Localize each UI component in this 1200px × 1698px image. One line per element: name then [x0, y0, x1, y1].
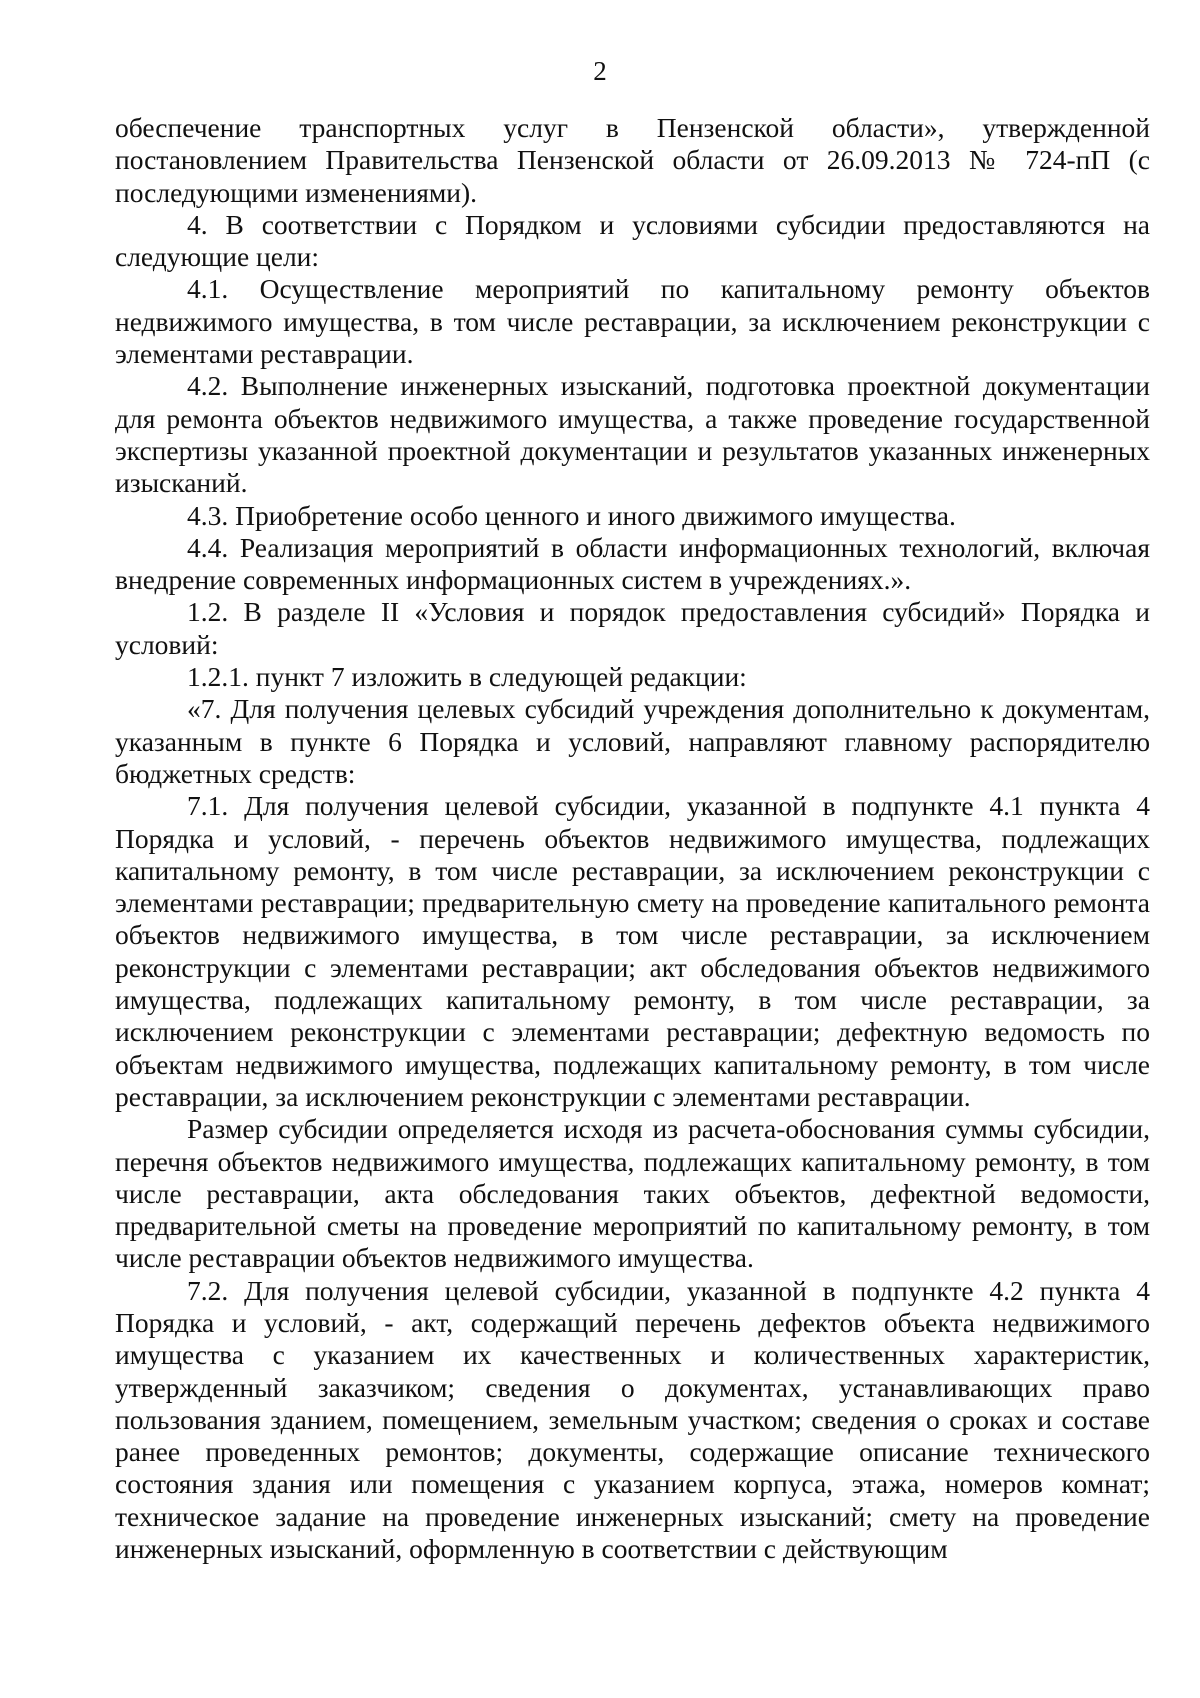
paragraph: 1.2.1. пункт 7 изложить в следующей редакции:: [187, 661, 747, 693]
paragraph: 4. В соответствии с Порядком и условиями субсидии предоставляются на следующие цели:: [115, 208, 1150, 273]
paragraph: Размер субсидии определяется исходя из расчета-обоснования суммы субсидии, перечня объектов недвижимого имущества, подлежащих капитальному ремонту, в том числе реставрации, акта обследования таких объектов, дефектной ведомости, предварительной сметы на проведение мероприятий по капитальному ремонту, в том числе реставрации объектов недвижимого имущества.: [115, 1113, 1150, 1274]
document-body: [115, 112, 1150, 1565]
paragraph: 7.2. Для получения целевой субсидии, указанной в подпункте 4.2 пункта 4 Порядка и условий, - акт, содержащий перечень дефектов объекта недвижимого имущества с указанием их качественных и количественных характеристик, утвержденный заказчиком; сведения о документах, устанавливающих право пользования зданием, помещением, земельным участком; сведения о сроках и составе ранее проведенных ремонтов; документы, содержащие описание технического состояния здания или помещения с указанием корпуса, этажа, номеров комнат; техническое задание на проведение инженерных изысканий; смету на проведение инженерных изысканий, оформленную в соответствии с действующим: [115, 1274, 1150, 1565]
paragraph: 4.3. Приобретение особо ценного и иного движимого имущества.: [187, 499, 956, 531]
paragraph: 4.2. Выполнение инженерных изысканий, подготовка проектной документации для ремонта объектов недвижимого имущества, а также проведение государственной экспертизы указанной проектной документации и результатов указанных инженерных изысканий.: [115, 370, 1150, 499]
paragraph: обеспечение транспортных услуг в Пензенской области», утвержденной постановлением Правительства Пензенской области от 26.09.2013 № 724-пП (с последующими изменениями).: [115, 112, 1150, 208]
paragraph: 7.1. Для получения целевой субсидии, указанной в подпункте 4.1 пункта 4 Порядка и условий, - перечень объектов недвижимого имущества, подлежащих капитальному ремонту, в том числе реставрации, за исключением реконструкции с элементами реставрации; предварительную смету на проведение капитального ремонта объектов недвижимого имущества, в том числе реставрации, за исключением реконструкции с элементами реставрации; акт обследования объектов недвижимого имущества, подлежащих капитальному ремонту, в том числе реставрации, за исключением реконструкции с элементами реставрации; дефектную ведомость по объектам недвижимого имущества, подлежащих капитальному ремонту, в том числе реставрации, за исключением реконструкции с элементами реставрации.: [115, 790, 1150, 1112]
paragraph: 4.1. Осуществление мероприятий по капитальному ремонту объектов недвижимого имущества, в том числе реставрации, за исключением реконструкции с элементами реставрации.: [115, 273, 1150, 370]
page-number: 2: [593, 56, 607, 86]
paragraph: «7. Для получения целевых субсидий учреждения дополнительно к документам, указанным в пункте 6 Порядка и условий, направляют главному распорядителю бюджетных средств:: [115, 693, 1150, 789]
paragraph: 1.2. В разделе II «Условия и порядок предоставления субсидий» Порядка и условий:: [115, 596, 1150, 660]
paragraph: 4.4. Реализация мероприятий в области информационных технологий, включая внедрение современных информационных систем в учреждениях.».: [115, 531, 1150, 596]
